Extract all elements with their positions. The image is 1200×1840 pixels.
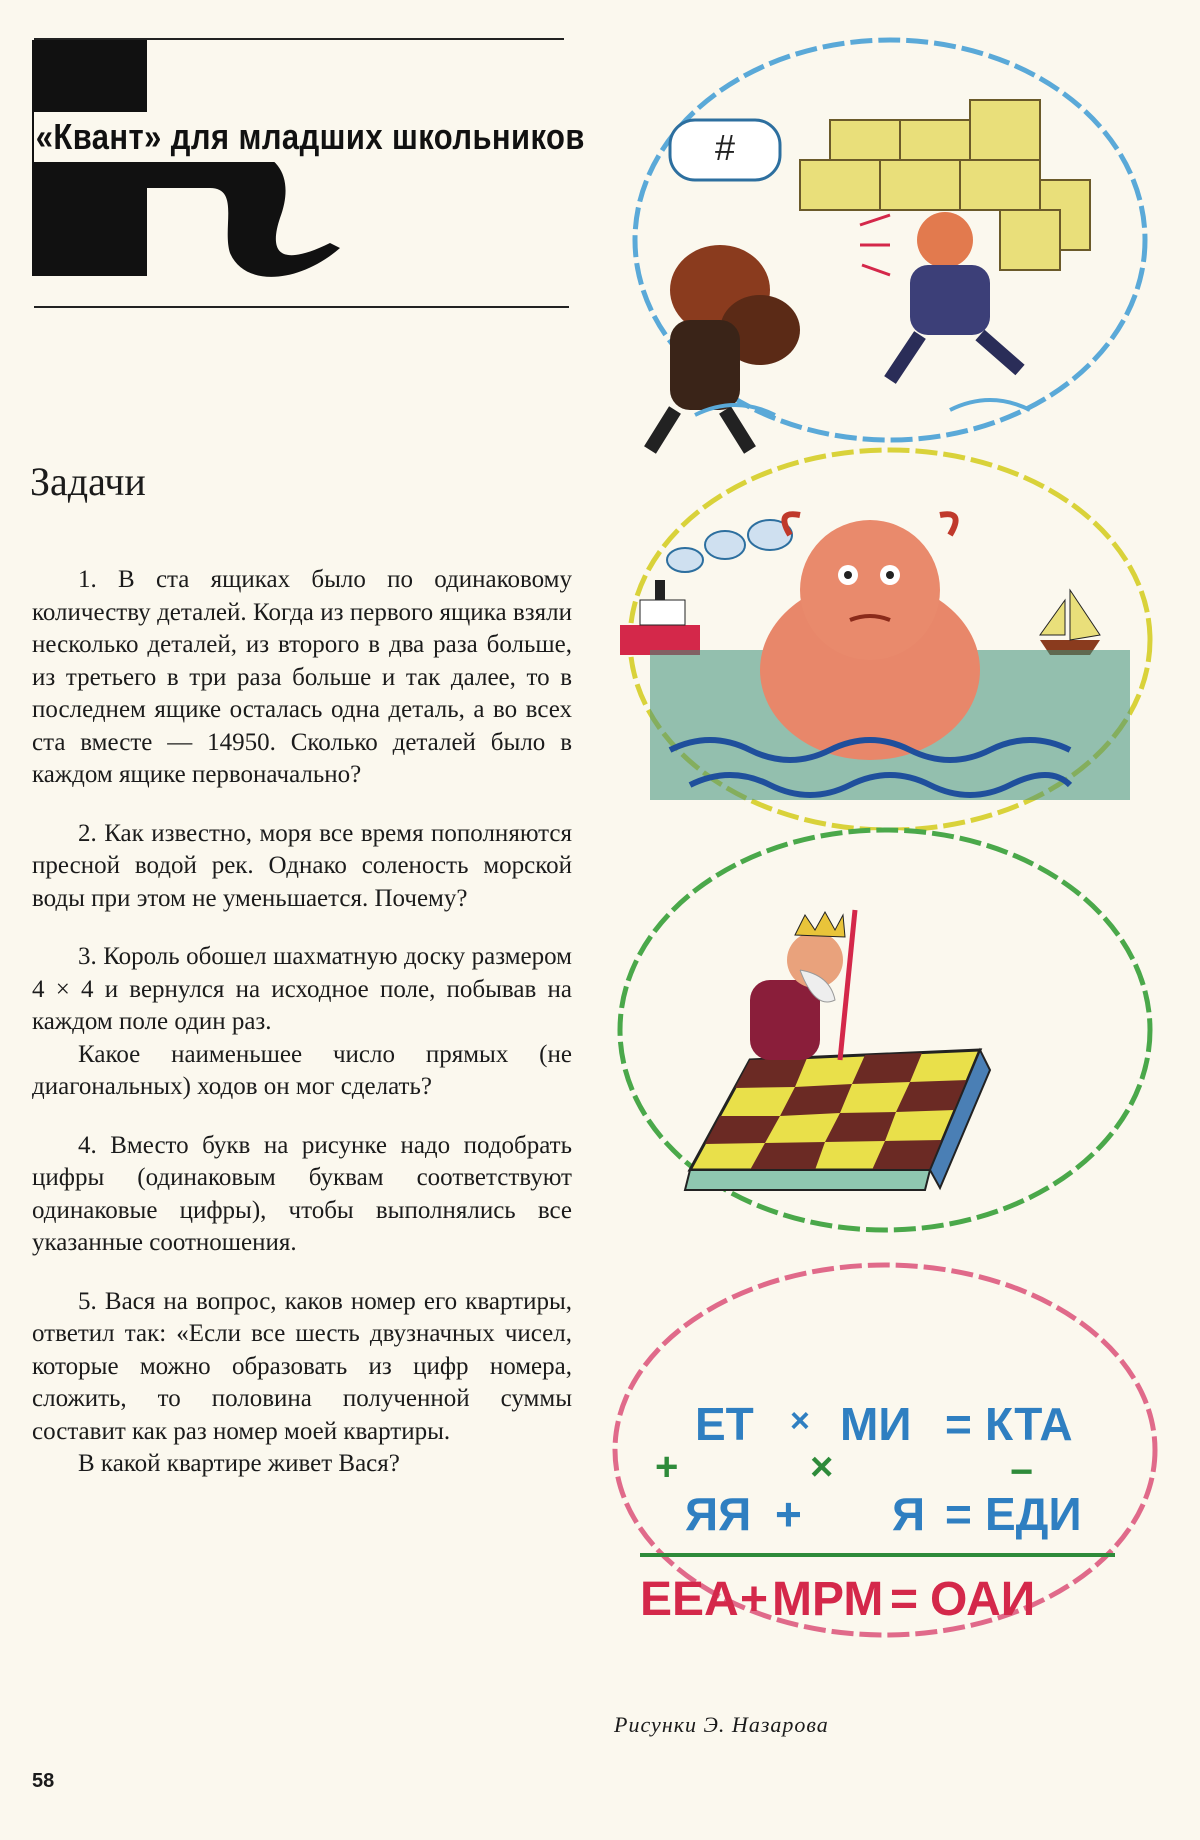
problems-list [32,564,572,1507]
thief-illustration [635,40,1145,450]
problem-paragraph [32,818,572,916]
problem-question: В какой квартире живет Вася? [78,1450,400,1477]
problem-text: Вася на вопрос, каков номер его квартиры, ответил так: «Если все шесть двузначных чисел, которые можно образовать из цифр номера, сложить, то половина полученной суммы составит как раз номер моей квартиры. [32,1287,572,1445]
puzzle-word: МРМ [772,1573,884,1626]
puzzle-equals: = [890,1573,919,1626]
puzzle-word: ЕЕА [640,1573,739,1626]
problem-number: 2. [78,819,97,847]
puzzle-equals: = [945,1398,972,1450]
puzzle-operator: + [775,1488,802,1540]
puzzle-operator: − [1010,1450,1034,1494]
problem-number: 5. [78,1287,97,1315]
problem-3 [32,941,572,1104]
problem-4 [32,1130,572,1260]
puzzle-operator: + [655,1445,679,1489]
logo-bottom-rule [34,306,569,308]
page-heading: Задачи [30,459,146,504]
problem-paragraph [32,564,572,792]
puzzle-operator: + [740,1573,769,1626]
puzzle-word: Я [892,1488,926,1540]
problem-paragraph [32,941,572,1039]
problem-text: Как известно, моря все время пополняются пресной водой рек. Однако соленость морской воды при этом не уменьшается. Почему? [32,819,572,912]
puzzle-word: ОАИ [930,1573,1036,1626]
problem-text: Вместо букв на рисунке надо подобрать цифры (одинаковым буквам соответствуют одинаковые цифры), чтобы выполнялись все указанные соотношения. [32,1131,573,1256]
problem-number: 3. [78,943,97,970]
problem-5 [32,1286,572,1481]
section-logo [0,0,600,320]
puzzle-operator: × [790,1402,810,1440]
puzzle-operator: × [810,1445,834,1489]
problem-2 [32,818,572,916]
puzzle-word: МИ [840,1398,912,1450]
problem-text: Король обошел шахматную доску размером 4 × 4 и вернулся на исходное поле, побывав на каждом поле один раз. [32,943,572,1035]
problem-number: 4. [78,1131,97,1159]
puzzle-word: КТА [985,1398,1073,1450]
problem-paragraph [32,1286,572,1449]
problem-1 [32,564,572,792]
puzzle-word: ЯЯ [685,1488,752,1540]
puzzle-word: ЕДИ [985,1488,1082,1540]
puzzle-word: ЕТ [695,1398,754,1450]
sea-illustration [620,450,1150,830]
illustration-credit: Рисунки Э. Назарова [614,1712,829,1737]
puzzle-illustration [615,1265,1155,1635]
problem-number: 1. [78,566,97,593]
puzzle-equals: = [945,1488,972,1540]
page-number: 58 [32,1770,55,1792]
illustrations-column [600,30,1160,1750]
section-title: «Квант» для младших школьников [34,112,500,162]
puzzle-row-1 [695,1398,1073,1450]
problem-text: В ста ящиках было по одинаковому количеству деталей. Когда из первого ящика взяли несколько деталей, из второго в два раза больше, из третьего в три раза больше и так далее, то в последнем ящике осталась одна деталь, а во всех ста вместе — 14950. Сколько деталей было в каждом ящике первоначально? [32,566,572,788]
problem-question: Какое наименьшее число прямых (не диагональных) ходов он мог сделать? [32,1040,572,1100]
puzzle-row-3 [640,1573,1035,1626]
problem-paragraph [32,1130,572,1260]
grid-icon: # [714,127,736,168]
king-illustration [620,830,1150,1230]
